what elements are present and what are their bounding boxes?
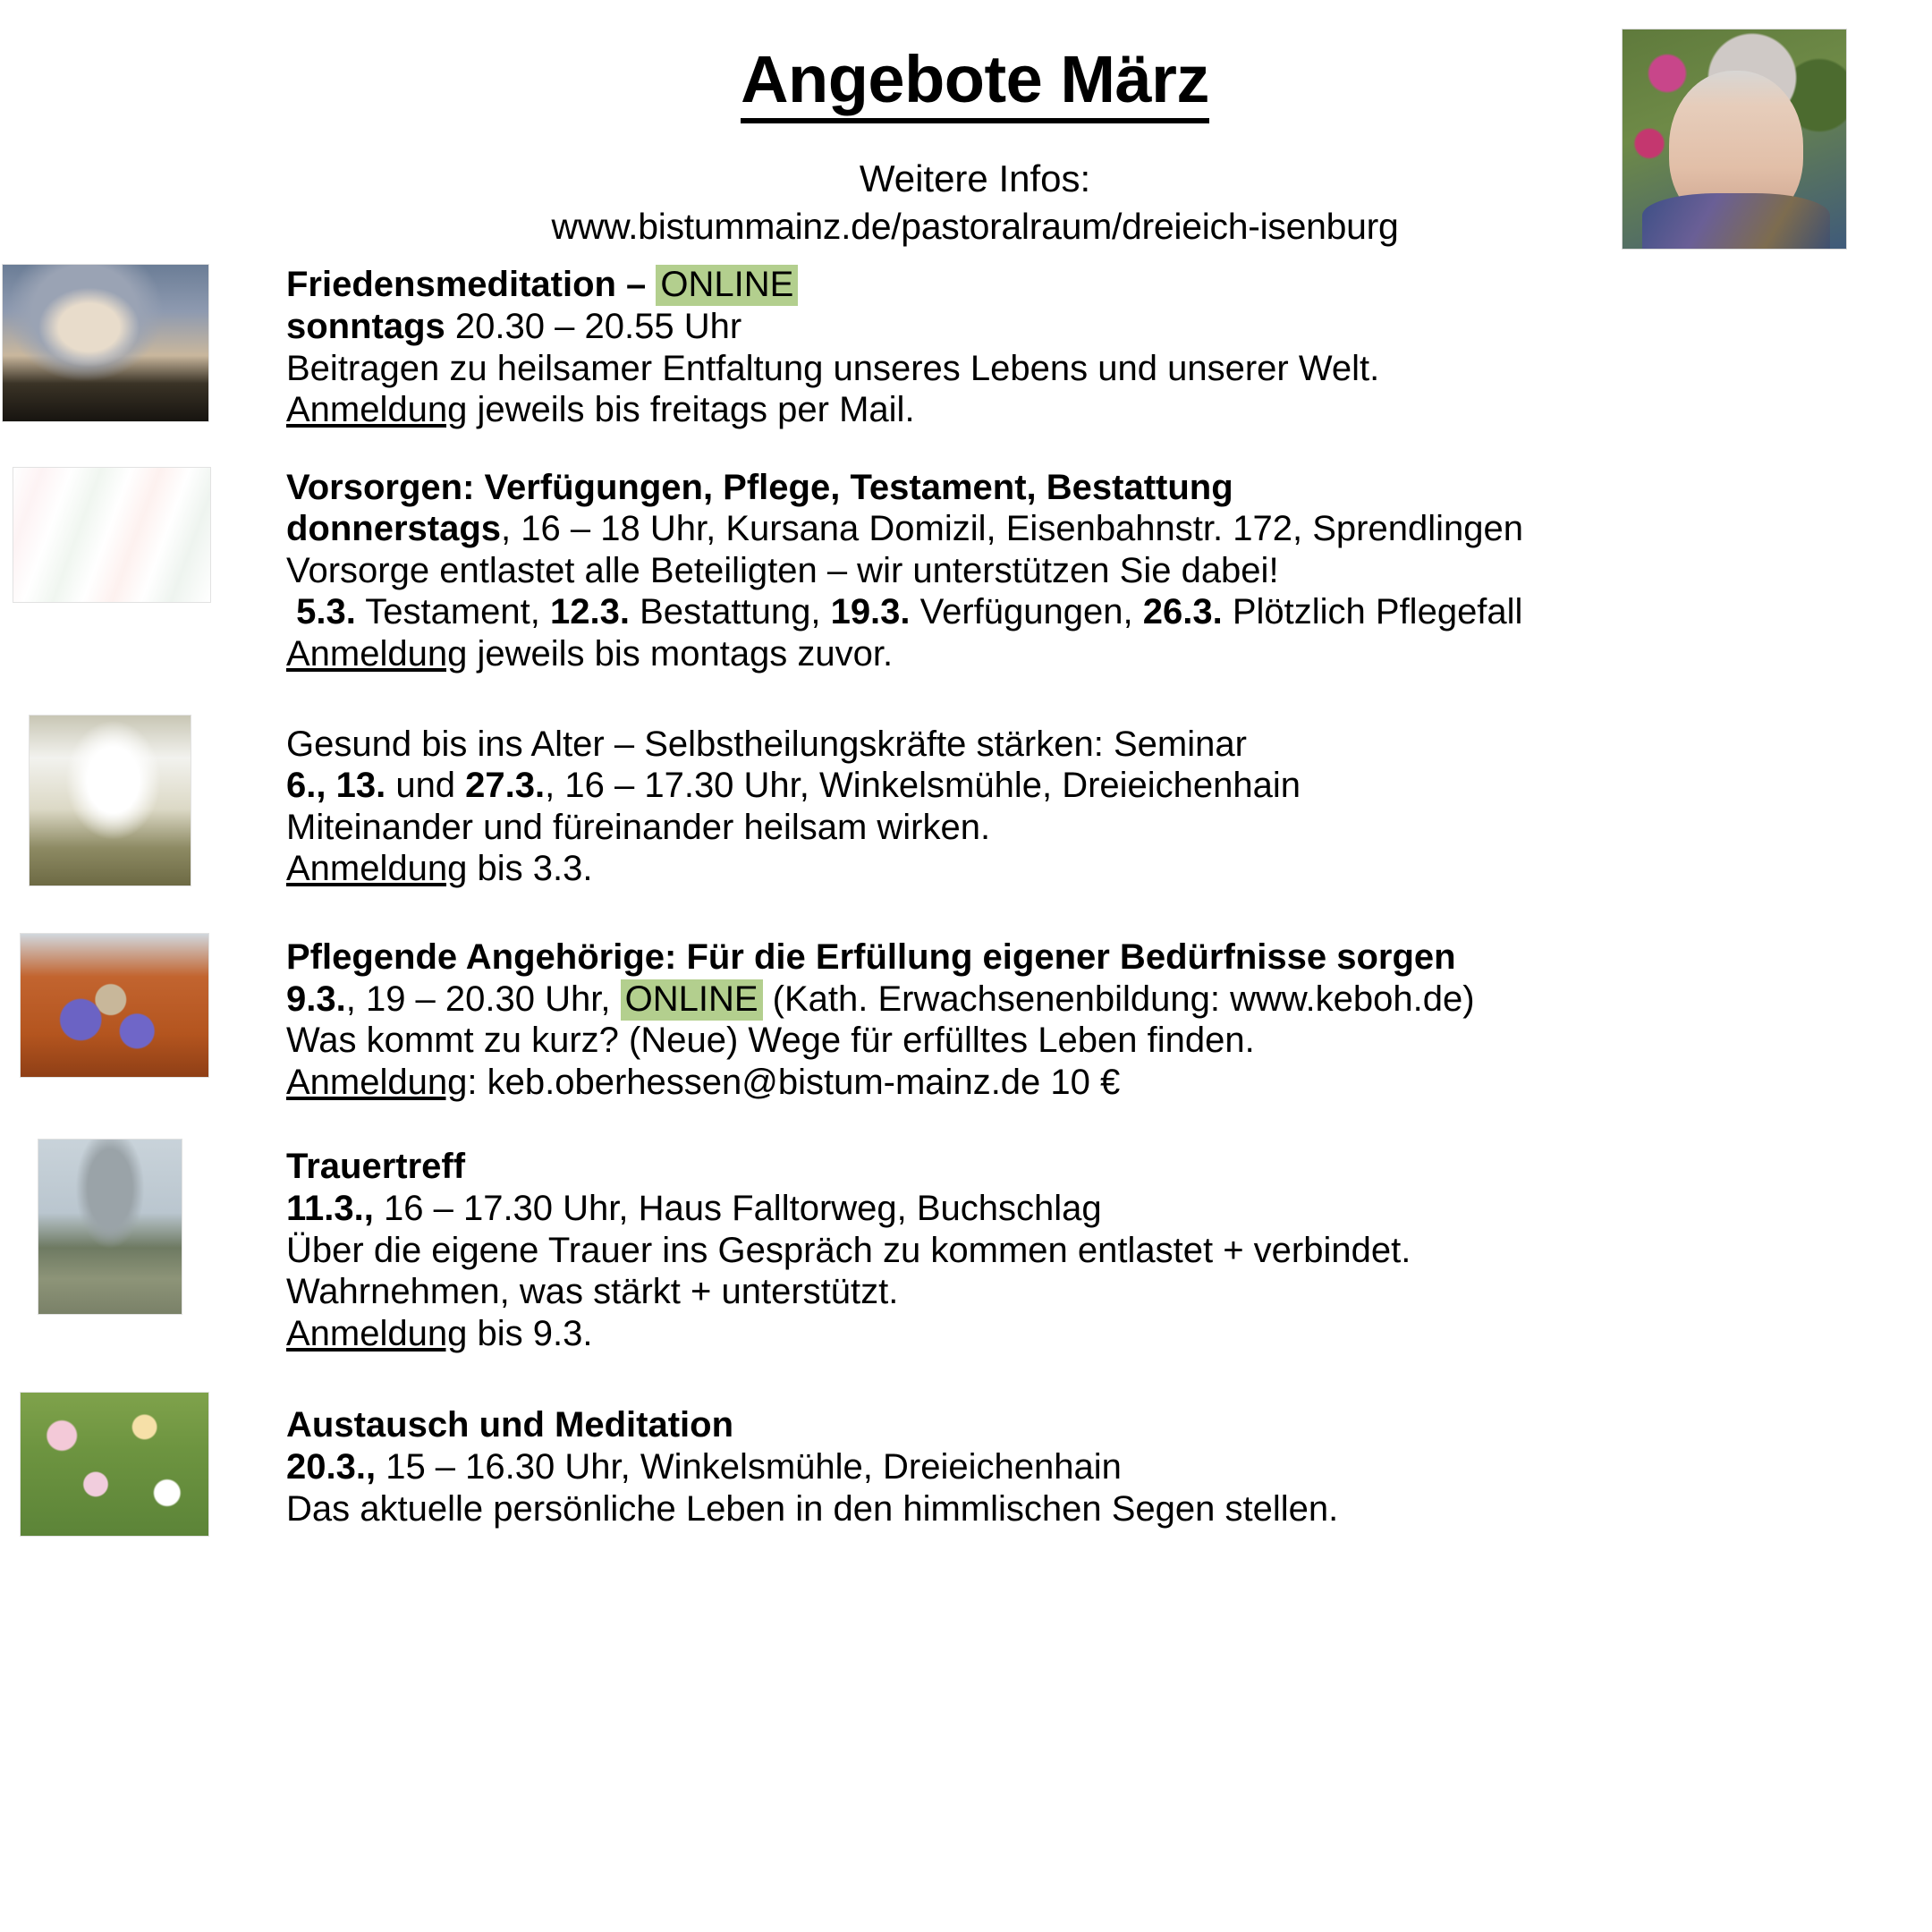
- event-registration: [286, 1313, 1896, 1355]
- portrait-scarf: [1642, 193, 1830, 249]
- thumb-cell: [0, 933, 286, 1078]
- date-2: 12.3.: [539, 592, 630, 632]
- date-3: 19.3.: [820, 592, 911, 632]
- event-schedule: [286, 1188, 1896, 1230]
- schedule-details: , 16 – 17.30 Uhr, Winkelsmühle, Dreieichenhain: [545, 766, 1301, 806]
- schedule-date: 20.3.,: [286, 1446, 377, 1487]
- anmeldung-link[interactable]: Anmeldung: [286, 1062, 468, 1102]
- event-schedule: [286, 1446, 1896, 1488]
- flower-meadow-photo: [20, 1392, 209, 1537]
- topic-2: Bestattung,: [629, 592, 821, 632]
- event-description: Was kommt zu kurz? (Neue) Wege für erfülltes Leben finden.: [286, 1021, 1255, 1061]
- schedule-provider: (Kath. Erwachsenenbildung: www.keboh.de): [762, 979, 1475, 1019]
- thumb-cell: [0, 715, 286, 886]
- event-austausch-und-meditation: [0, 1392, 1932, 1537]
- cemetery-gate-photo: [38, 1139, 182, 1315]
- anmeldung-email[interactable]: : keb.oberhessen@bistum-mainz.de 10 €: [467, 1062, 1121, 1102]
- anmeldung-note: bis 9.3.: [467, 1313, 593, 1353]
- events-list: [0, 264, 1932, 1537]
- event-registration: [286, 1062, 1896, 1104]
- topic-4: Plötzlich Pflegefall: [1222, 592, 1523, 632]
- schedule-details: , 16 – 18 Uhr, Kursana Domizil, Eisenbahnstr. 172, Sprendlingen: [501, 509, 1523, 549]
- event-body: [286, 1392, 1932, 1530]
- event-description: Das aktuelle persönliche Leben in den himmlischen Segen stellen.: [286, 1488, 1339, 1529]
- event-friedensmeditation: [0, 264, 1932, 430]
- anmeldung-note: bis 3.3.: [467, 849, 593, 889]
- topic-1: Testament,: [355, 592, 540, 632]
- page-title-text: Angebote März: [741, 42, 1209, 123]
- event-title: Vorsorgen: Verfügungen, Pflege, Testament, Bestattung: [286, 467, 1233, 507]
- event-registration: [286, 848, 1896, 890]
- violet-flowers-photo: [20, 933, 209, 1078]
- event-schedule: [286, 765, 1896, 807]
- event-description: Vorsorge entlastet alle Beteiligten – wir unterstützen Sie dabei!: [286, 550, 1279, 590]
- schedule-time: , 19 – 20.30 Uhr,: [345, 979, 621, 1019]
- thumb-cell: [0, 467, 286, 603]
- event-vorsorgen: [0, 467, 1932, 675]
- event-gesund-bis-ins-alter: [0, 715, 1932, 890]
- anmeldung-link[interactable]: Anmeldung: [286, 849, 468, 889]
- event-description-2: Wahrnehmen, was stärkt + unterstützt.: [286, 1272, 899, 1312]
- event-title: [286, 264, 1896, 306]
- schedule-day: donnerstags: [286, 509, 502, 549]
- event-description: Miteinander und füreinander heilsam wirken.: [286, 807, 991, 847]
- topic-3: Verfügungen,: [910, 592, 1133, 632]
- website-url[interactable]: www.bistummainz.de/pastoralraum/dreieich-isenburg: [551, 205, 1399, 247]
- thumb-cell: [0, 1392, 286, 1537]
- schedule-date: 11.3.,: [286, 1189, 374, 1228]
- online-badge: ONLINE: [656, 265, 798, 306]
- event-registration: [286, 389, 1896, 431]
- date-conjunction: und: [386, 766, 466, 806]
- anmeldung-link[interactable]: Anmeldung: [286, 390, 468, 430]
- event-trauertreff: [0, 1139, 1932, 1354]
- event-body: [286, 715, 1932, 890]
- event-body: [286, 933, 1932, 1103]
- date-a: 6., 13.: [286, 766, 386, 806]
- documents-photo: [13, 467, 211, 603]
- subtitle-label: Weitere Infos:: [859, 157, 1091, 200]
- event-title-text: Friedensmeditation –: [286, 265, 657, 305]
- event-date-topics: [286, 591, 1896, 633]
- anmeldung-link[interactable]: Anmeldung: [286, 1313, 468, 1353]
- event-title: Austausch und Meditation: [286, 1405, 733, 1445]
- schedule-details: 16 – 17.30 Uhr, Haus Falltorweg, Buchschlag: [373, 1189, 1102, 1228]
- event-pflegende-angehoerige: [0, 933, 1932, 1103]
- online-badge: ONLINE: [621, 979, 763, 1021]
- event-title: Pflegende Angehörige: Für die Erfüllung eigener Bedürfnisse sorgen: [286, 937, 1456, 978]
- thumb-cell: [0, 264, 286, 422]
- event-description: Über die eigene Trauer ins Gespräch zu kommen entlastet + verbindet.: [286, 1230, 1411, 1270]
- event-registration: [286, 633, 1896, 675]
- waterfall-photo: [29, 715, 191, 886]
- thumb-cell: [0, 1139, 286, 1315]
- date-1: 5.3.: [296, 592, 356, 632]
- anmeldung-note: jeweils bis montags zuvor.: [467, 634, 894, 674]
- event-title: Gesund bis ins Alter – Selbstheilungskräfte stärken: Seminar: [286, 724, 1247, 764]
- anmeldung-link[interactable]: Anmeldung: [286, 634, 468, 674]
- event-schedule: [286, 508, 1896, 550]
- event-schedule: [286, 979, 1896, 1021]
- schedule-date: 9.3.: [286, 979, 346, 1019]
- schedule-details: 15 – 16.30 Uhr, Winkelsmühle, Dreieichenhain: [376, 1446, 1122, 1487]
- event-body: [286, 264, 1932, 430]
- date-4: 26.3.: [1132, 592, 1223, 632]
- event-body: [286, 467, 1932, 675]
- event-body: [286, 1139, 1932, 1354]
- portrait-photo: [1622, 29, 1847, 250]
- schedule-day: sonntags: [286, 306, 445, 346]
- event-title: Trauertreff: [286, 1147, 466, 1187]
- schedule-time: 20.30 – 20.55 Uhr: [445, 306, 742, 346]
- date-b: 27.3.: [465, 766, 546, 806]
- document-header: [0, 0, 1932, 250]
- event-schedule: [286, 306, 1896, 348]
- storm-cloud-photo: [2, 264, 209, 422]
- event-description: Beitragen zu heilsamer Entfaltung unseres Lebens und unserer Welt.: [286, 348, 1380, 388]
- anmeldung-note: jeweils bis freitags per Mail.: [467, 390, 915, 430]
